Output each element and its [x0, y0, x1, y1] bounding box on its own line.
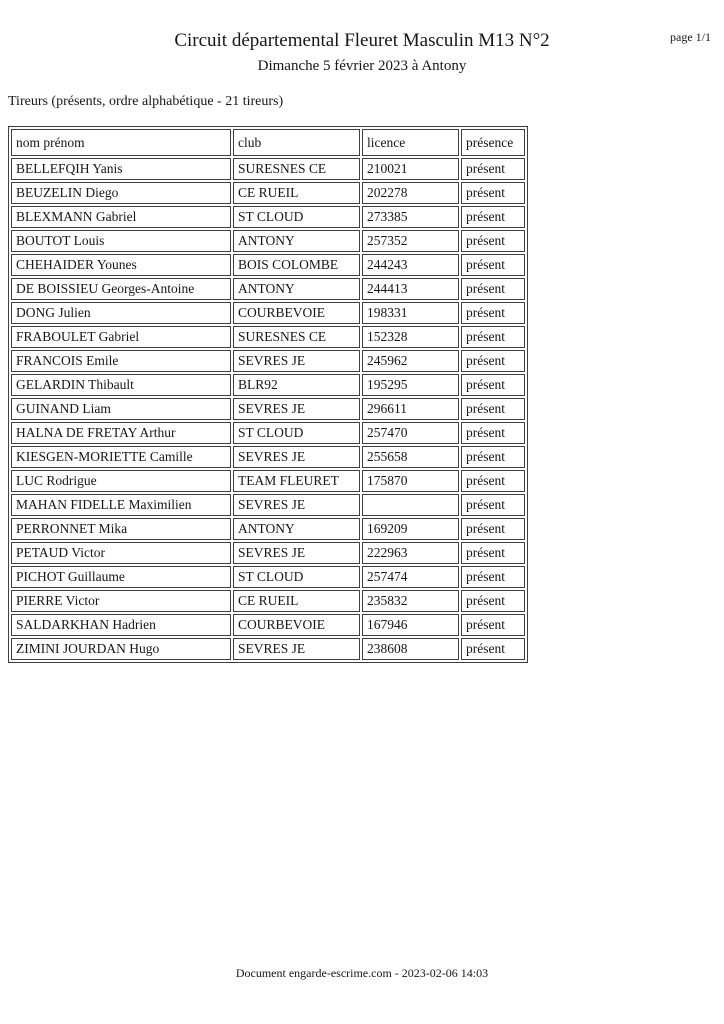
- document-footer: Document engarde-escrime.com - 2023-02-06 14:03: [235, 966, 489, 980]
- cell-licence: 152328: [362, 326, 459, 348]
- cell-name: SALDARKHAN Hadrien: [11, 614, 231, 636]
- page-number: page 1/1: [670, 30, 711, 44]
- cell-club: SURESNES CE: [233, 326, 360, 348]
- cell-name: KIESGEN-MORIETTE Camille: [11, 446, 231, 468]
- cell-presence: présent: [461, 470, 525, 492]
- table-row: [11, 158, 525, 180]
- cell-name: BEUZELIN Diego: [11, 182, 231, 204]
- page-title: Circuit départemental Fleuret Masculin M13 N°2: [174, 30, 550, 51]
- cell-club: ANTONY: [233, 518, 360, 540]
- table-row: [11, 590, 525, 612]
- table-row: [11, 374, 525, 396]
- cell-licence: 273385: [362, 206, 459, 228]
- cell-presence: présent: [461, 206, 525, 228]
- cell-name: DE BOISSIEU Georges-Antoine: [11, 278, 231, 300]
- table-row: [11, 302, 525, 324]
- cell-presence: présent: [461, 566, 525, 588]
- cell-licence: 244413: [362, 278, 459, 300]
- cell-presence: présent: [461, 326, 525, 348]
- table-row: [11, 254, 525, 276]
- cell-name: DONG Julien: [11, 302, 231, 324]
- cell-licence: 222963: [362, 542, 459, 564]
- cell-name: MAHAN FIDELLE Maximilien: [11, 494, 231, 516]
- table-row: [11, 422, 525, 444]
- cell-licence: 175870: [362, 470, 459, 492]
- cell-licence: 257470: [362, 422, 459, 444]
- cell-licence: 235832: [362, 590, 459, 612]
- cell-club: SEVRES JE: [233, 638, 360, 660]
- cell-name: ZIMINI JOURDAN Hugo: [11, 638, 231, 660]
- table-row: [11, 542, 525, 564]
- cell-club: ANTONY: [233, 230, 360, 252]
- cell-presence: présent: [461, 638, 525, 660]
- cell-licence: 195295: [362, 374, 459, 396]
- cell-club: ST CLOUD: [233, 206, 360, 228]
- cell-presence: présent: [461, 278, 525, 300]
- cell-club: ST CLOUD: [233, 422, 360, 444]
- cell-presence: présent: [461, 614, 525, 636]
- table-body: [11, 158, 525, 660]
- cell-club: ANTONY: [233, 278, 360, 300]
- cell-licence: 198331: [362, 302, 459, 324]
- cell-club: SEVRES JE: [233, 542, 360, 564]
- cell-presence: présent: [461, 542, 525, 564]
- cell-presence: présent: [461, 254, 525, 276]
- section-heading: Tireurs (présents, ordre alphabétique - 21 tireurs): [8, 94, 284, 109]
- cell-club: SEVRES JE: [233, 398, 360, 420]
- table-row: [11, 470, 525, 492]
- cell-name: CHEHAIDER Younes: [11, 254, 231, 276]
- cell-club: BOIS COLOMBE: [233, 254, 360, 276]
- cell-licence: 210021: [362, 158, 459, 180]
- cell-presence: présent: [461, 374, 525, 396]
- cell-licence: 257474: [362, 566, 459, 588]
- cell-presence: présent: [461, 494, 525, 516]
- cell-club: SURESNES CE: [233, 158, 360, 180]
- cell-name: PIERRE Victor: [11, 590, 231, 612]
- cell-presence: présent: [461, 398, 525, 420]
- cell-club: CE RUEIL: [233, 590, 360, 612]
- cell-presence: présent: [461, 350, 525, 372]
- column-header-presence: présence: [461, 129, 525, 156]
- table-row: [11, 518, 525, 540]
- table-row: [11, 182, 525, 204]
- table-row: [11, 494, 525, 516]
- cell-presence: présent: [461, 518, 525, 540]
- cell-club: COURBEVOIE: [233, 302, 360, 324]
- table-header-row: [11, 129, 525, 156]
- cell-licence: [362, 494, 459, 516]
- cell-licence: 296611: [362, 398, 459, 420]
- cell-name: BELLEFQIH Yanis: [11, 158, 231, 180]
- cell-club: SEVRES JE: [233, 494, 360, 516]
- cell-club: BLR92: [233, 374, 360, 396]
- page-subtitle: Dimanche 5 février 2023 à Antony: [257, 58, 467, 74]
- cell-presence: présent: [461, 446, 525, 468]
- table-row: [11, 278, 525, 300]
- table-row: [11, 638, 525, 660]
- table-row: [11, 350, 525, 372]
- cell-club: SEVRES JE: [233, 446, 360, 468]
- cell-presence: présent: [461, 182, 525, 204]
- table-row: [11, 326, 525, 348]
- cell-name: GUINAND Liam: [11, 398, 231, 420]
- cell-licence: 202278: [362, 182, 459, 204]
- column-header-licence: licence: [362, 129, 459, 156]
- table-row: [11, 614, 525, 636]
- cell-licence: 238608: [362, 638, 459, 660]
- table-row: [11, 206, 525, 228]
- cell-licence: 169209: [362, 518, 459, 540]
- cell-name: HALNA DE FRETAY Arthur: [11, 422, 231, 444]
- cell-club: SEVRES JE: [233, 350, 360, 372]
- cell-name: BOUTOT Louis: [11, 230, 231, 252]
- table-row: [11, 446, 525, 468]
- cell-presence: présent: [461, 158, 525, 180]
- cell-name: GELARDIN Thibault: [11, 374, 231, 396]
- cell-licence: 245962: [362, 350, 459, 372]
- cell-name: PERRONNET Mika: [11, 518, 231, 540]
- table-row: [11, 566, 525, 588]
- cell-name: FRABOULET Gabriel: [11, 326, 231, 348]
- cell-presence: présent: [461, 302, 525, 324]
- tireurs-table: [8, 126, 528, 663]
- cell-name: BLEXMANN Gabriel: [11, 206, 231, 228]
- cell-presence: présent: [461, 230, 525, 252]
- cell-club: TEAM FLEURET: [233, 470, 360, 492]
- cell-licence: 167946: [362, 614, 459, 636]
- cell-club: CE RUEIL: [233, 182, 360, 204]
- cell-name: PETAUD Victor: [11, 542, 231, 564]
- cell-club: COURBEVOIE: [233, 614, 360, 636]
- cell-licence: 255658: [362, 446, 459, 468]
- cell-licence: 244243: [362, 254, 459, 276]
- column-header-club: club: [233, 129, 360, 156]
- cell-presence: présent: [461, 590, 525, 612]
- cell-licence: 257352: [362, 230, 459, 252]
- cell-name: FRANCOIS Emile: [11, 350, 231, 372]
- table-row: [11, 398, 525, 420]
- column-header-name: nom prénom: [11, 129, 231, 156]
- table-row: [11, 230, 525, 252]
- cell-club: ST CLOUD: [233, 566, 360, 588]
- cell-presence: présent: [461, 422, 525, 444]
- cell-name: LUC Rodrigue: [11, 470, 231, 492]
- cell-name: PICHOT Guillaume: [11, 566, 231, 588]
